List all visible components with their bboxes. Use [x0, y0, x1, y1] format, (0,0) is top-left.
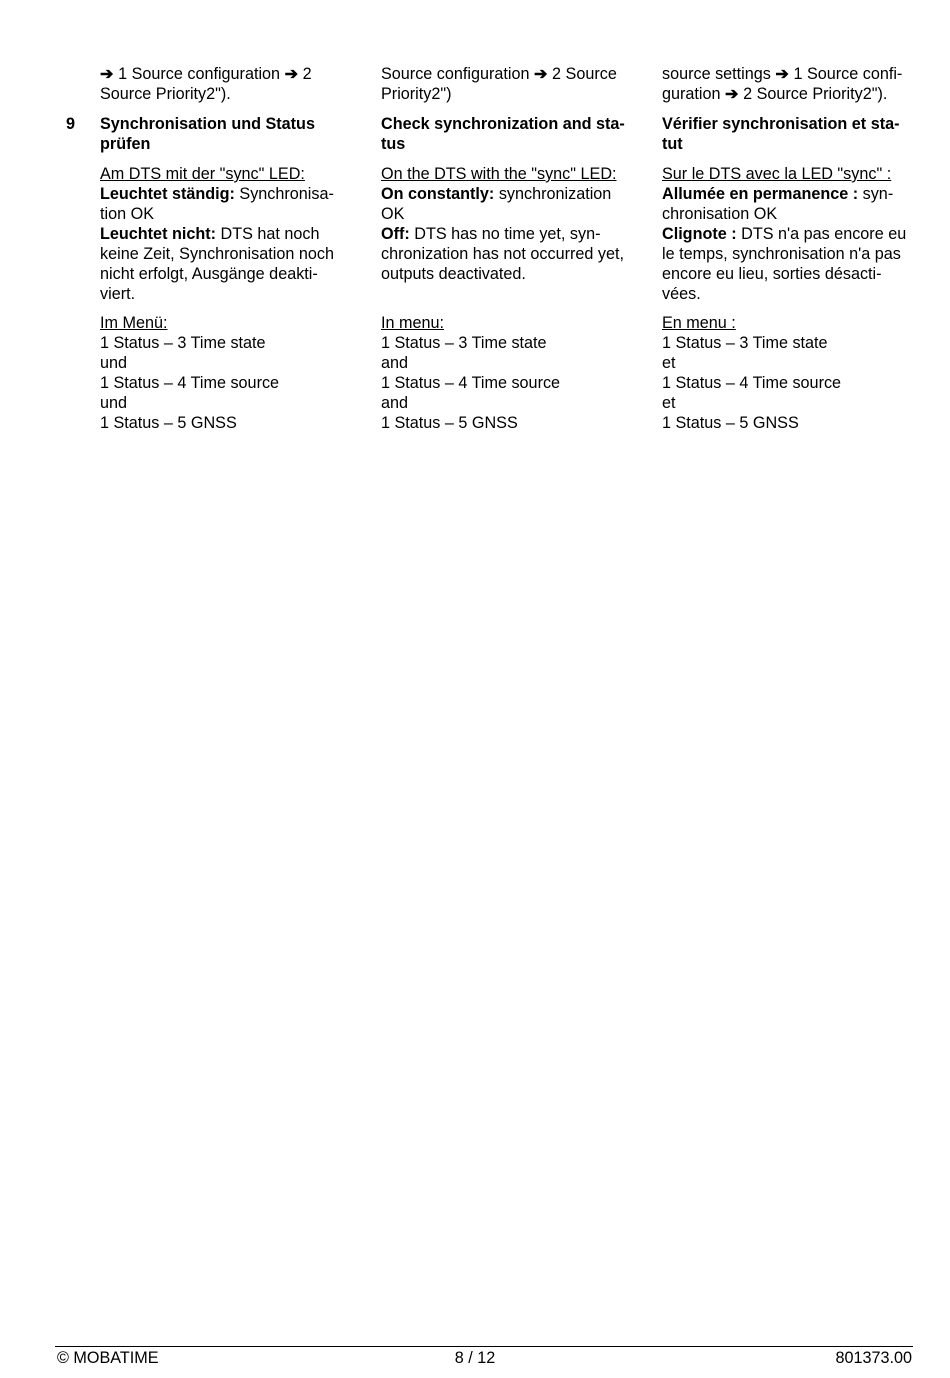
menu-conjunction: and — [381, 354, 409, 372]
led-on-line-1: Leuchtet ständig: Synchronisa- — [100, 185, 334, 203]
led-intro: On the DTS with the "sync" LED: — [381, 165, 617, 183]
led-on-line-1: On constantly: synchronization — [381, 185, 612, 203]
section-heading-fr: Vérifier synchronisation et sta- tut — [662, 115, 900, 153]
continuation-de-line-1: ➔ 1 Source configuration ➔ 2 — [100, 65, 312, 83]
footer-copyright: © MOBATIME — [57, 1349, 159, 1367]
led-on-label: On constantly: — [381, 185, 495, 203]
led-on-line-1: Allumée en permanence : syn- — [662, 185, 894, 203]
section-heading-en: Check synchronization and sta- tus — [381, 115, 625, 153]
led-off-label: Clignote : — [662, 225, 737, 243]
continuation-en-line-1: Source configuration ➔ 2 Source — [381, 65, 617, 83]
continuation-de-line-2: Source Priority2"). — [100, 85, 231, 103]
arrow-right-icon: ➔ — [284, 65, 299, 83]
continuation-en — [381, 64, 643, 104]
menu-conjunction: und — [100, 394, 128, 412]
footer-page-number: 8 / 12 — [454, 1349, 496, 1367]
menu-conjunction: and — [381, 394, 409, 412]
continuation-fr-line-2: guration ➔ 2 Source Priority2"). — [662, 85, 888, 103]
arrow-right-icon: ➔ — [100, 65, 114, 83]
menu-intro: In menu: — [381, 314, 444, 332]
led-off-line-1: Clignote : DTS n'a pas encore eu — [662, 225, 907, 243]
footer-document-number: 801373.00 — [835, 1349, 912, 1367]
menu-path: 1 Status – 3 Time state — [662, 334, 828, 352]
menu-intro: Im Menü: — [100, 314, 168, 332]
led-on-label: Leuchtet ständig: — [100, 185, 235, 203]
menu-path: 1 Status – 5 GNSS — [381, 414, 518, 432]
menu-conjunction: et — [662, 394, 676, 412]
led-status-en: On the DTS with the "sync" LED: On constantly: synchronization OK Off: DTS has no time yet, syn- chronization has not occurred yet, outputs deactivated. — [381, 164, 643, 284]
section-heading-de: Synchronisation und Status prüfen — [100, 115, 315, 153]
continuation-de — [100, 64, 362, 104]
arrow-right-icon: ➔ — [775, 65, 789, 83]
continuation-fr-line-1: source settings ➔ 1 Source confi- — [662, 65, 903, 83]
menu-path: 1 Status – 4 Time source — [381, 374, 561, 392]
menu-paths-fr — [662, 313, 924, 433]
arrow-right-icon: ➔ — [725, 85, 739, 103]
menu-path: 1 Status – 5 GNSS — [100, 414, 237, 432]
menu-path: 1 Status – 3 Time state — [381, 334, 547, 352]
menu-paths-de — [100, 313, 362, 433]
led-status-fr: Sur le DTS avec la LED "sync" : Allumée en permanence : syn- chronisation OK Clignote : DTS n'a pas encore eu le temps, synchronisation n'a pas encore eu lieu, sorties désacti- vées. — [662, 164, 924, 304]
menu-path: 1 Status – 5 GNSS — [662, 414, 799, 432]
menu-path: 1 Status – 4 Time source — [662, 374, 842, 392]
footer-divider — [55, 1346, 913, 1347]
menu-path: 1 Status – 3 Time state — [100, 334, 266, 352]
menu-paths-en — [381, 313, 643, 433]
led-intro: Am DTS mit der "sync" LED: — [100, 165, 305, 183]
continuation-fr — [662, 64, 924, 104]
arrow-right-icon: ➔ — [533, 65, 548, 83]
continuation-en-line-2: Priority2") — [381, 85, 452, 103]
led-status-de: Am DTS mit der "sync" LED: Leuchtet ständig: Synchronisa- tion OK Leuchtet nicht: DTS hat noch keine Zeit, Synchronisation noch nicht erfolgt, Ausgänge deakti- viert. — [100, 164, 362, 304]
menu-conjunction: und — [100, 354, 128, 372]
led-off-label: Leuchtet nicht: — [100, 225, 217, 243]
led-intro: Sur le DTS avec la LED "sync" : — [662, 165, 892, 183]
led-off-line-1: Leuchtet nicht: DTS hat noch — [100, 225, 320, 243]
menu-path: 1 Status – 4 Time source — [100, 374, 280, 392]
menu-intro: En menu : — [662, 314, 736, 332]
menu-conjunction: et — [662, 354, 676, 372]
section-number: 9 — [66, 115, 76, 133]
led-off-line-1: Off: DTS has no time yet, syn- — [381, 225, 601, 243]
led-off-label: Off: — [381, 225, 410, 243]
led-on-label: Allumée en permanence : — [662, 185, 859, 203]
